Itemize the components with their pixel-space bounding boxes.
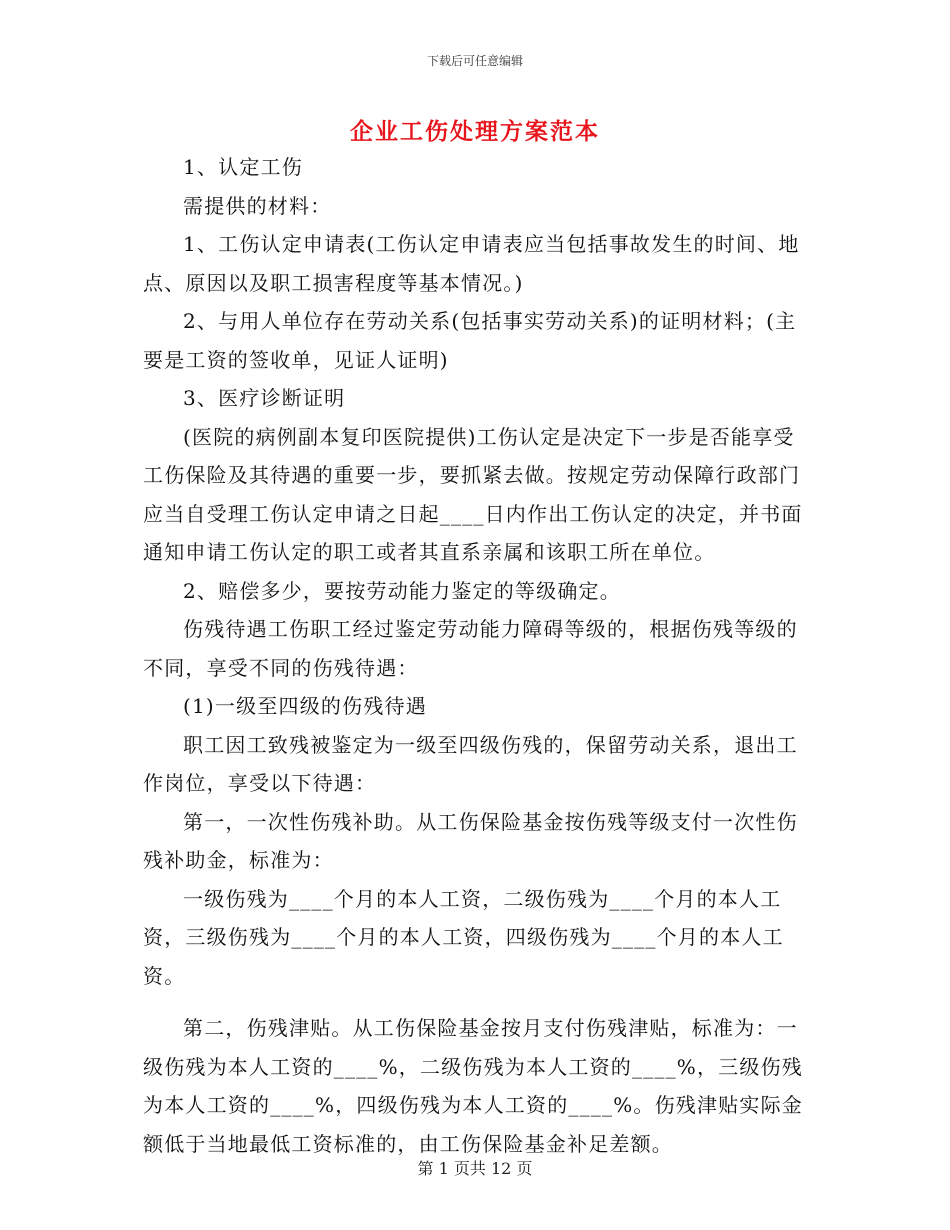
paragraph: 需提供的材料： — [183, 193, 332, 218]
document-title: 企业工伤处理方案范本 — [350, 118, 600, 145]
paragraph: 伤残待遇工伤职工经过鉴定劳动能力障碍等级的，根据伤残等级的不同，享受不同的伤残待遇： — [143, 617, 798, 680]
paragraph: (1)一级至四级的伤残待遇 — [183, 694, 427, 718]
paragraph: 3、医疗诊断证明 — [183, 386, 346, 410]
paragraph: 2、赔偿多少，要按劳动能力鉴定的等级确定。 — [183, 578, 621, 603]
paragraph: 1、工伤认定申请表(工伤认定申请表应当包括事故发生的时间、地点、原因以及职工损害程度等基本情况。) — [143, 232, 800, 295]
paragraph: 第二，伤残津贴。从工伤保险基金按月支付伤残津贴，标准为：一级伤残为本人工资的____%，二级伤残为本人工资的____%，三级伤残为本人工资的____%，四级伤残为本人工资的____%。伤残津贴实际金额低于当地最低工资标准的，由工伤保险基金补足差额。 — [143, 1016, 804, 1156]
paragraph: (医院的病例副本复印医院提供)工伤认定是决定下一步是否能享受工伤保险及其待遇的重要一步，要抓紧去做。按规定劳动保障行政部门应当自受理工伤认定申请之日起____日内作出工伤认定的决定，并书面通知申请工伤认定的职工或者其直系亲属和该职工所在单位。 — [143, 424, 803, 564]
paragraph: 一级伤残为____个月的本人工资，二级伤残为____个月的本人工资，三级伤残为____个月的本人工资，四级伤残为____个月的本人工资。 — [143, 886, 784, 988]
paragraph: 第一，一次性伤残补助。从工伤保险基金按伤残等级支付一次性伤残补助金，标准为： — [143, 809, 798, 872]
paragraph: 职工因工致残被鉴定为一级至四级伤残的，保留劳动关系，退出工作岗位，享受以下待遇： — [143, 732, 798, 795]
page-footer: 第 1 页共 12 页 — [417, 1159, 533, 1178]
paragraph: 2、与用人单位存在劳动关系(包括事实劳动关系)的证明材料；(主要是工资的签收单，见证人证明) — [143, 309, 797, 372]
paragraph: 1、认定工伤 — [183, 155, 303, 179]
header-note: 下载后可任意编辑 — [426, 54, 523, 68]
document-body — [143, 148, 803, 1163]
